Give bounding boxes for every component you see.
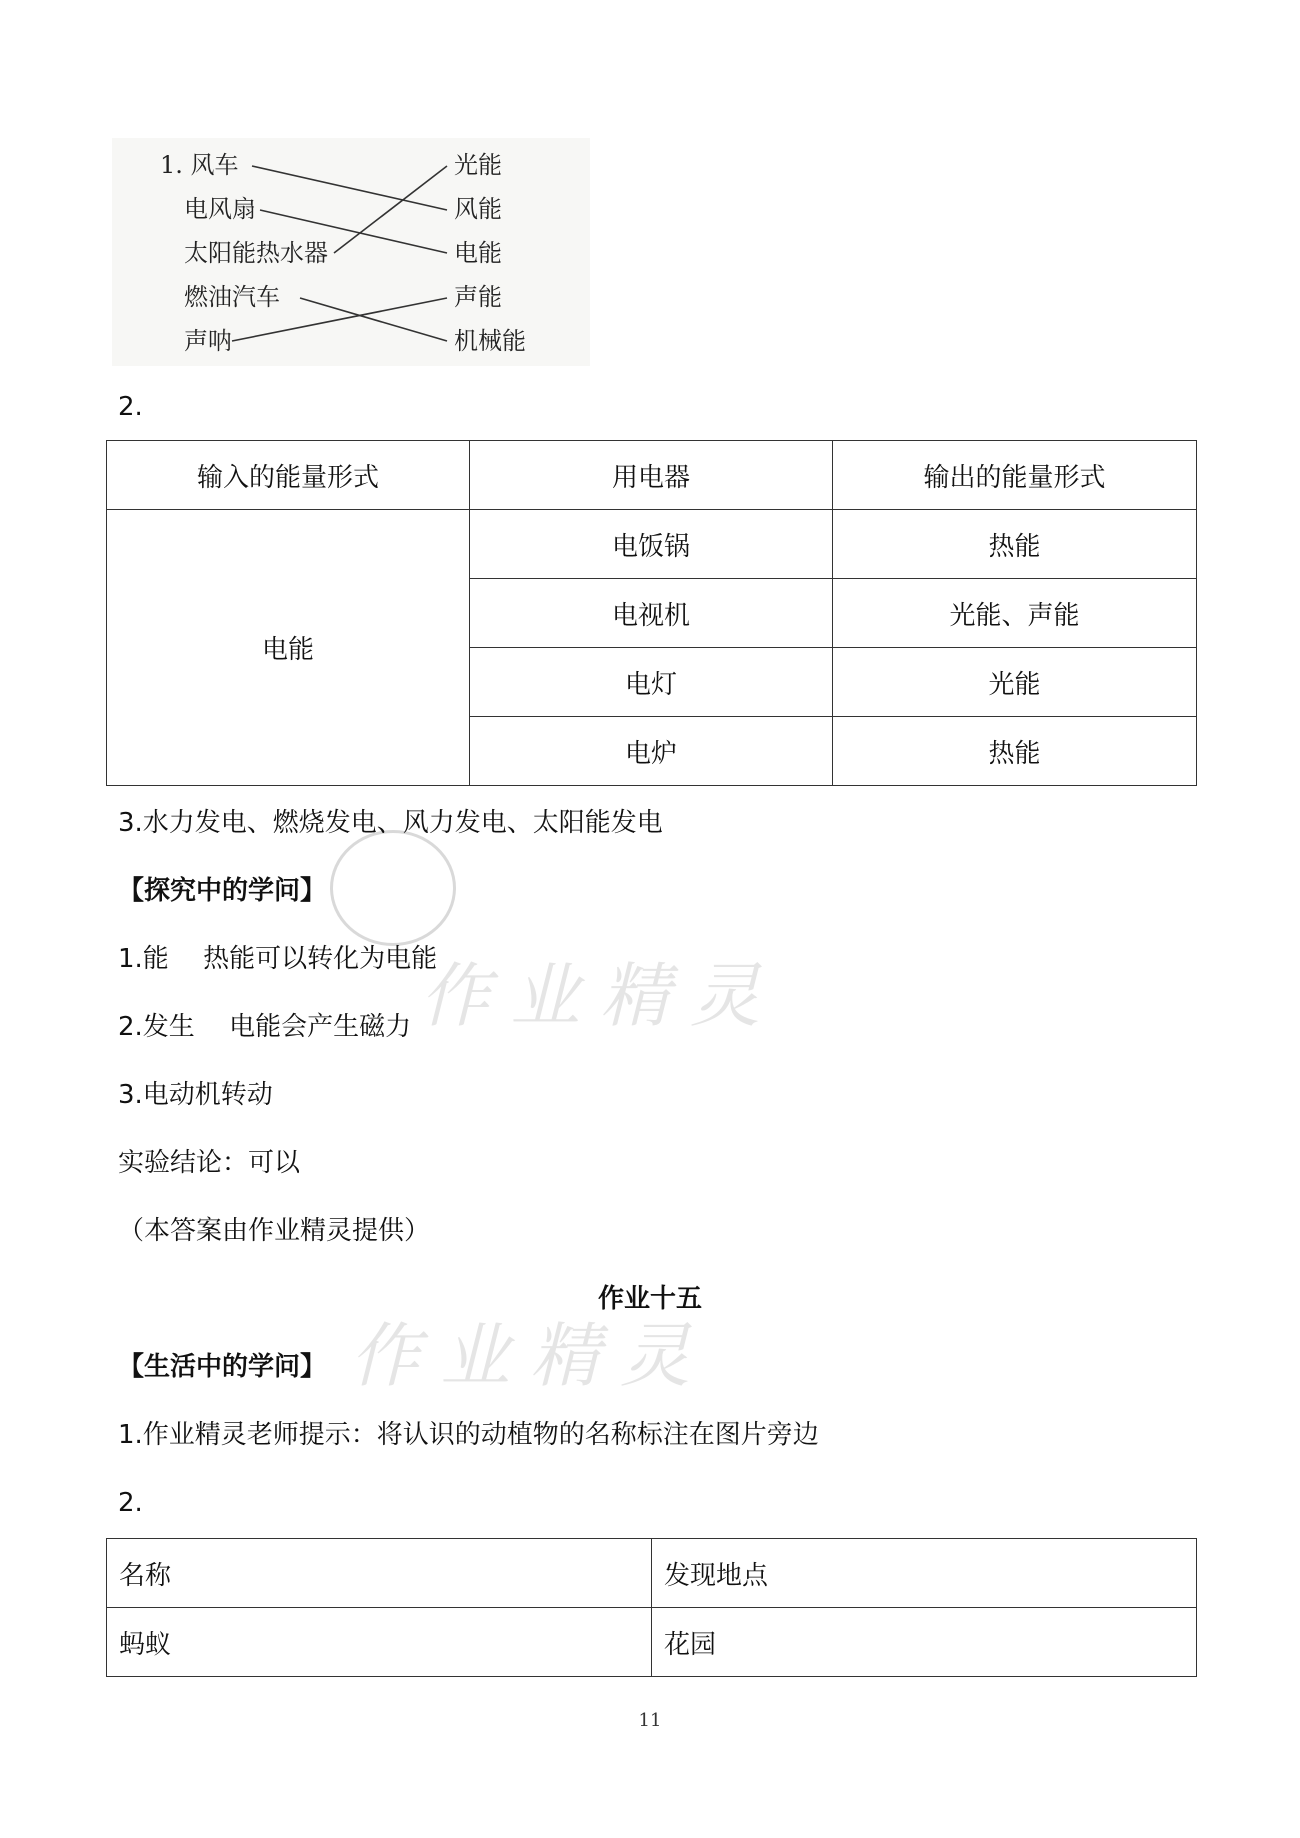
match-right-item: 机械能: [454, 327, 526, 355]
question-3-answer: 3.水力发电、燃烧发电、风力发电、太阳能发电: [118, 808, 663, 838]
homework-title: 作业十五: [597, 1284, 702, 1314]
match-right-item: 电能: [454, 239, 502, 267]
watermark: 作业精灵: [350, 1315, 710, 1397]
life-question-2-label: 2.: [118, 1488, 143, 1518]
matching-figure: [112, 138, 590, 366]
table-header-cell: 名称: [107, 1539, 652, 1608]
question-2-label: 2.: [118, 392, 143, 422]
output-energy-cell: 热能: [833, 717, 1197, 786]
table-header-row: [107, 441, 1197, 510]
table-header-cell: 输入的能量形式: [107, 441, 470, 510]
life-question-1: 1.作业精灵老师提示：将认识的动植物的名称标注在图片旁边: [118, 1420, 819, 1450]
table-header-cell: 发现地点: [652, 1539, 1197, 1608]
match-right-item: 风能: [454, 195, 502, 223]
match-left-item: 声呐: [184, 327, 232, 355]
life-heading: 【生活中的学问】: [118, 1352, 327, 1382]
explore-item: 2.发生 电能会产生磁力: [118, 1012, 412, 1042]
watermark: 作业精灵: [420, 955, 780, 1037]
match-right-item: 光能: [454, 151, 502, 179]
device-cell: 电饭锅: [470, 510, 833, 579]
explore-heading: 【探究中的学问】: [118, 876, 327, 906]
table-header-cell: 用电器: [470, 441, 833, 510]
energy-table: [106, 440, 1197, 786]
table-row: [107, 510, 1197, 579]
device-cell: 电炉: [470, 717, 833, 786]
page-number: 11: [638, 1710, 662, 1731]
device-cell: 电灯: [470, 648, 833, 717]
match-right-item: 声能: [454, 283, 502, 311]
credit-note: （本答案由作业精灵提供）: [118, 1216, 431, 1246]
output-energy-cell: 光能: [833, 648, 1197, 717]
explore-item: 1.能 热能可以转化为电能: [118, 944, 438, 974]
table-header-row: [107, 1539, 1197, 1608]
match-left-item: 电风扇: [184, 195, 256, 223]
input-energy-cell: 电能: [107, 510, 470, 786]
match-left-item: 燃油汽车: [184, 283, 280, 311]
output-energy-cell: 光能、声能: [833, 579, 1197, 648]
explore-item: 3.电动机转动: [118, 1080, 273, 1110]
match-left-item: 太阳能热水器: [184, 239, 328, 267]
table-row: [107, 1608, 1197, 1677]
animal-name-cell: 蚂蚁: [107, 1608, 652, 1677]
output-energy-cell: 热能: [833, 510, 1197, 579]
match-left-item: 1. 风车: [160, 151, 239, 179]
device-cell: 电视机: [470, 579, 833, 648]
location-cell: 花园: [652, 1608, 1197, 1677]
animal-table: [106, 1538, 1197, 1677]
table-header-cell: 输出的能量形式: [833, 441, 1197, 510]
experiment-conclusion: 实验结论：可以: [118, 1148, 301, 1178]
watermark-stamp: [330, 830, 456, 946]
